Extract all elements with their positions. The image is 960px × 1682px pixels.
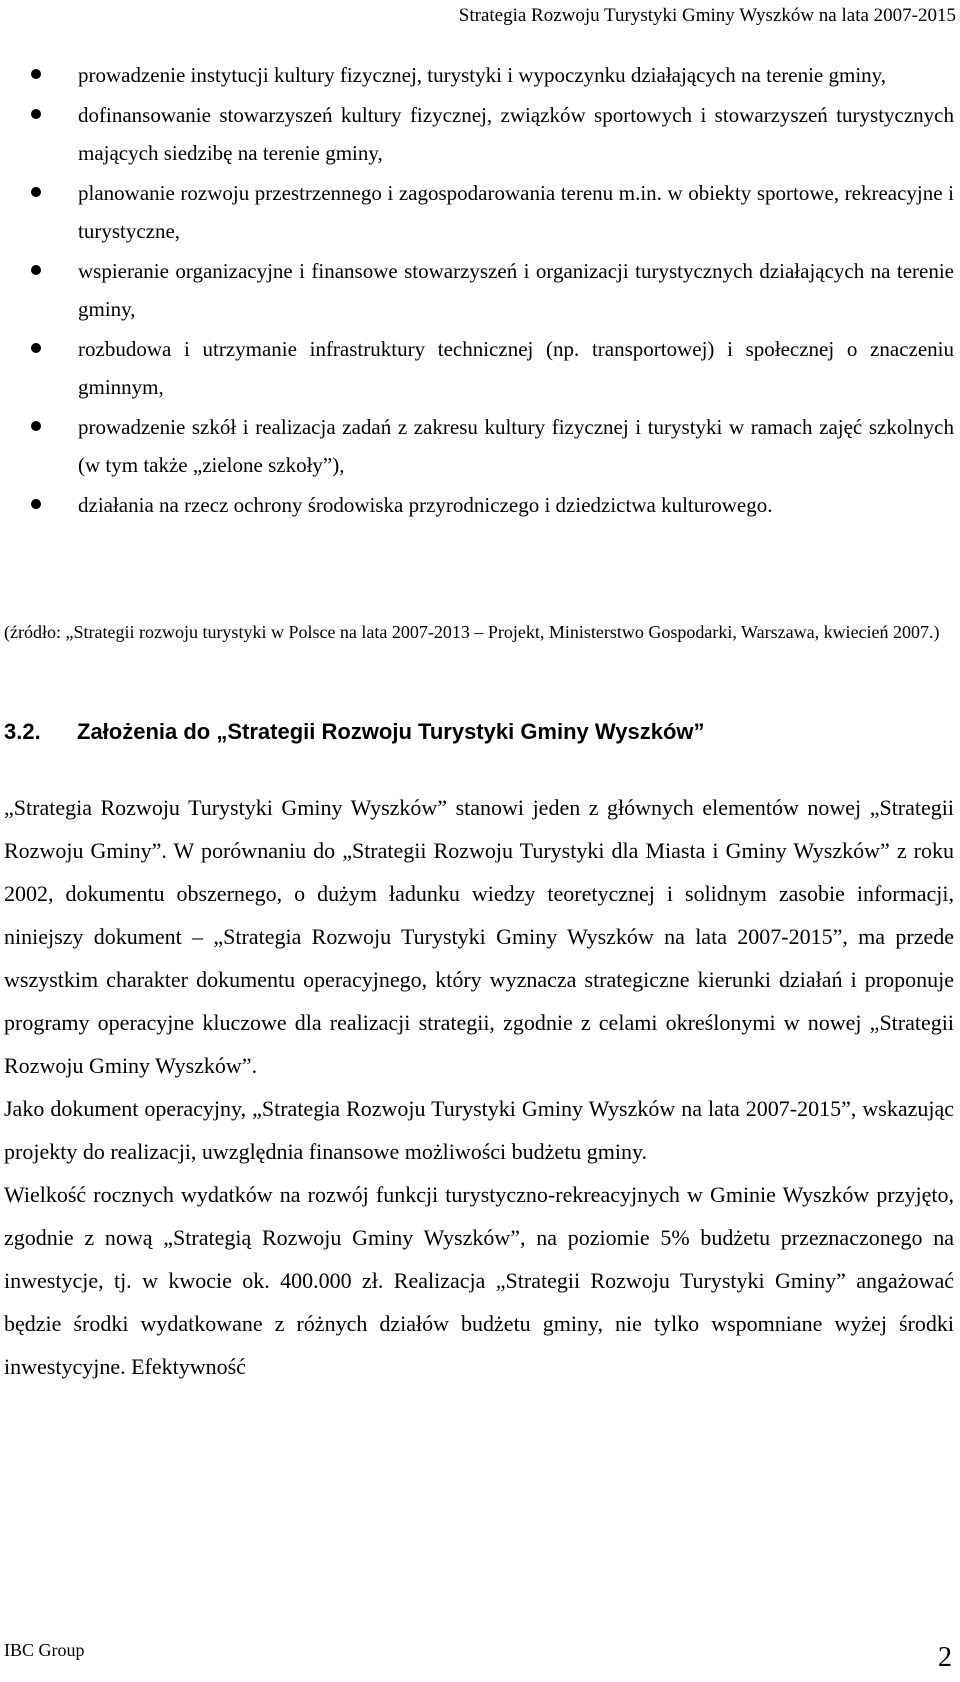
section-heading — [4, 712, 954, 752]
list-item — [0, 96, 960, 172]
paragraph: Jako dokument operacyjny, „Strategia Rozwoju Turystyki Gminy Wyszków na lata 2007-2015”, wskazując projekty do realizacji, uwzględnia finansowe możliwości budżetu gminy. — [4, 1096, 954, 1164]
list-item-text: planowanie rozwoju przestrzennego i zagospodarowania terenu m.in. w obiekty sportowe, rekreacyjne i turystyczne, — [78, 181, 954, 243]
list-item — [0, 408, 960, 484]
list-item-text: prowadzenie szkół i realizacja zadań z zakresu kultury fizycznej i turystyki w ramach zajęć szkolnych (w tym także „zielone szkoły”), — [78, 415, 954, 477]
bullet-icon — [31, 343, 41, 353]
list-item-text: rozbudowa i utrzymanie infrastruktury technicznej (np. transportowej) i społecznej o znaczeniu gminnym, — [78, 337, 954, 399]
list-item — [0, 174, 960, 250]
list-item — [0, 56, 960, 94]
bullet-icon — [31, 421, 41, 431]
body-text — [4, 786, 954, 1388]
section-title: Założenia do „Strategii Rozwoju Turystyki Gminy Wyszków” — [77, 719, 705, 744]
list-item — [0, 330, 960, 406]
running-header: Strategia Rozwoju Turystyki Gminy Wyszków na lata 2007-2015 — [458, 5, 956, 26]
list-item — [0, 486, 960, 524]
bullet-icon — [31, 109, 41, 119]
section-number: 3.2. — [4, 719, 41, 744]
bullet-icon — [31, 69, 41, 79]
source-note: (źródło: „Strategii rozwoju turystyki w Polsce na lata 2007-2013 – Projekt, Ministerstwo Gospodarki, Warszawa, kwiecień 2007.) — [4, 622, 940, 642]
bullet-icon — [31, 187, 41, 197]
paragraph: Wielkość rocznych wydatków na rozwój funkcji turystyczno-rekreacyjnych w Gminie Wyszków przyjęto, zgodnie z nową „Strategią Rozwoju Gminy Wyszków”, na poziomie 5% budżetu przeznaczonego na inwestycje, tj. w kwocie ok. 400.000 zł. Realizacja „Strategii Rozwoju Turystyki Gminy” angażować będzie środki wydatkowane z różnych działów budżetu gminy, nie tylko wspomniane wyżej środki inwestycyjne. Efektywność — [4, 1182, 954, 1379]
bullet-icon — [31, 499, 41, 509]
footer-company: IBC Group — [4, 1640, 85, 1660]
page-number: 2 — [938, 1642, 952, 1673]
competence-list — [0, 56, 960, 526]
list-item-text: działania na rzecz ochrony środowiska przyrodniczego i dziedzictwa kulturowego. — [78, 493, 773, 517]
paragraph: „Strategia Rozwoju Turystyki Gminy Wyszków” stanowi jeden z głównych elementów nowej „Strategii Rozwoju Gminy”. W porównaniu do „Strategii Rozwoju Turystyki dla Miasta i Gminy Wyszków” z roku 2002, dokumentu obszernego, o dużym ładunku wiedzy teoretycznej i solidnym zasobie informacji, niniejszy dokument – „Strategia Rozwoju Turystyki Gminy Wyszków na lata 2007-2015”, ma przede wszystkim charakter dokumentu operacyjnego, który wyznacza strategiczne kierunki działań i proponuje programy operacyjne kluczowe dla realizacji strategii, zgodnie z celami określonymi w nowej „Strategii Rozwoju Gminy Wyszków”. — [4, 795, 954, 1078]
list-item — [0, 252, 960, 328]
bullet-icon — [31, 265, 41, 275]
list-item-text: wspieranie organizacyjne i finansowe stowarzyszeń i organizacji turystycznych działających na terenie gminy, — [78, 259, 954, 321]
list-item-text: dofinansowanie stowarzyszeń kultury fizycznej, związków sportowych i stowarzyszeń turystycznych mających siedzibę na terenie gminy, — [78, 103, 954, 165]
list-item-text: prowadzenie instytucji kultury fizycznej, turystyki i wypoczynku działających na terenie gminy, — [78, 63, 887, 87]
